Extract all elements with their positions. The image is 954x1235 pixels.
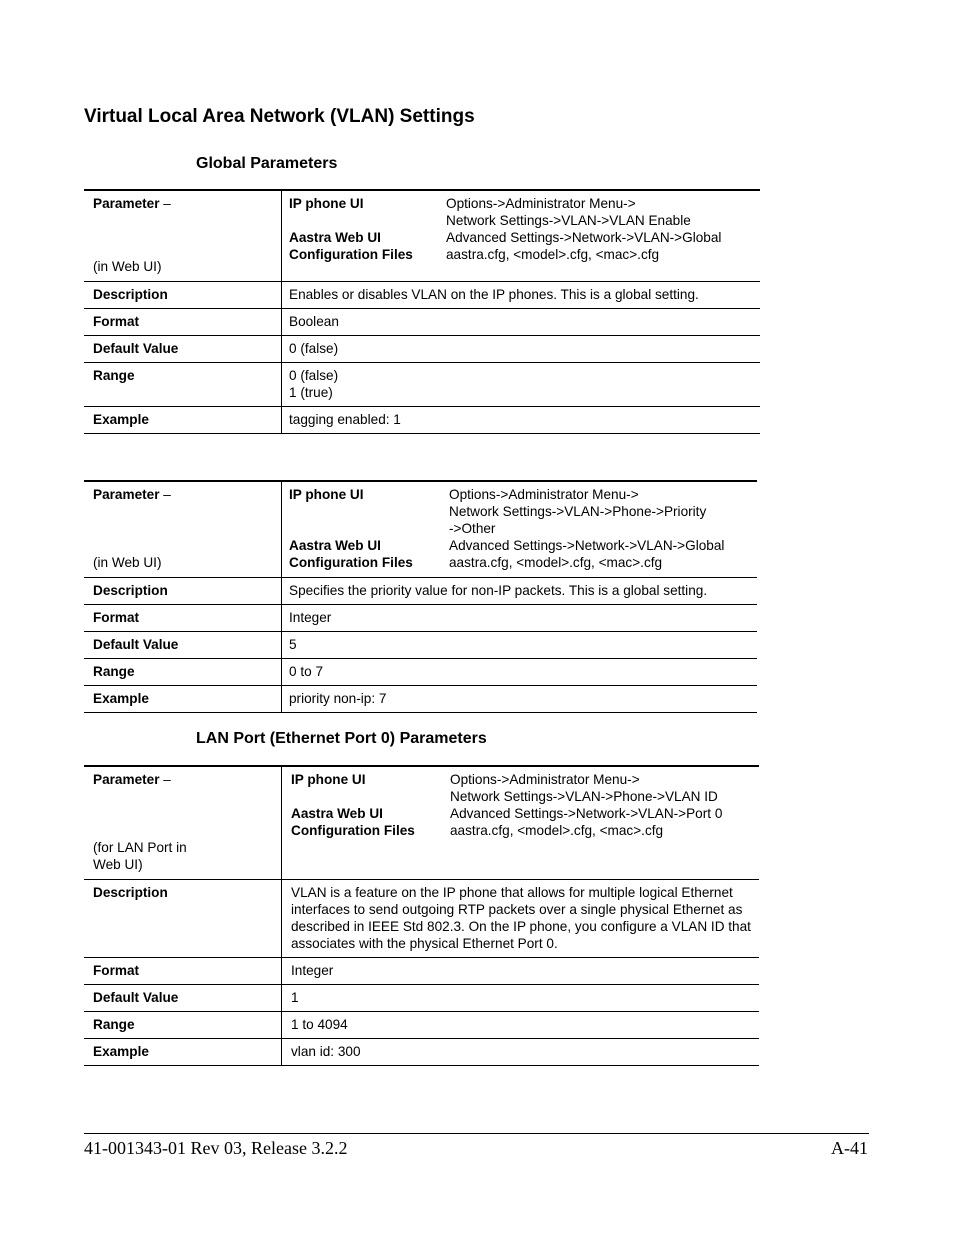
format-value: Integer — [282, 605, 758, 632]
table-row — [84, 481, 757, 578]
param-table-vlan-enable — [84, 189, 760, 434]
scope-note: (for LAN Port in Web UI) — [93, 840, 187, 872]
ip-phone-ui-path: Network Settings->VLAN->Phone->Priority — [449, 504, 707, 519]
table-row — [84, 1039, 759, 1066]
default-value-label: Default Value — [84, 632, 282, 659]
default-value-value: 5 — [282, 632, 758, 659]
format-value: Boolean — [282, 309, 761, 336]
example-value: tagging enabled: 1 — [282, 407, 761, 434]
range-label: Range — [84, 1012, 282, 1039]
parameter-label: Parameter — [93, 772, 160, 787]
table-row — [84, 766, 759, 880]
format-value: Integer — [282, 958, 760, 985]
aastra-web-ui-path: Advanced Settings->Network->VLAN->Global — [449, 538, 725, 553]
configuration-files-value: aastra.cfg, <model>.cfg, <mac>.cfg — [446, 247, 660, 262]
table-row — [84, 336, 760, 363]
description-label: Description — [84, 578, 282, 605]
aastra-web-ui-path: Advanced Settings->Network->VLAN->Global — [446, 230, 722, 245]
scope-note: (in Web UI) — [93, 555, 162, 570]
description-label: Description — [84, 880, 282, 958]
ip-phone-ui-label: IP phone UI — [289, 487, 364, 502]
table-row — [84, 309, 760, 336]
parameter-values-cell — [282, 190, 761, 282]
parameter-values-cell — [282, 766, 760, 880]
table-row — [84, 659, 757, 686]
aastra-web-ui-label: Aastra Web UI — [291, 806, 383, 821]
example-value: vlan id: 300 — [282, 1039, 760, 1066]
table-row — [84, 632, 757, 659]
description-value: VLAN is a feature on the IP phone that allows for multiple logical Ethernet interfaces to send outgoing RTP packets over a single physical Ethernet as described in IEEE Std 802.3. On the IP phone, you configure a VLAN ID that associates with the physical Ethernet Port 0. — [282, 880, 760, 958]
footer-divider — [84, 1133, 869, 1134]
table-row — [84, 880, 759, 958]
parameter-label: Parameter — [93, 487, 160, 502]
ip-phone-ui-path: Options->Administrator Menu-> — [449, 487, 639, 502]
scope-note: (in Web UI) — [93, 259, 162, 274]
example-label: Example — [84, 1039, 282, 1066]
example-label: Example — [84, 686, 282, 713]
configuration-files-label: Configuration Files — [289, 555, 413, 570]
table-row — [84, 605, 757, 632]
format-label: Format — [84, 958, 282, 985]
configuration-files-value: aastra.cfg, <model>.cfg, <mac>.cfg — [450, 823, 664, 838]
table-row — [84, 407, 760, 434]
parameter-cell: Parameter – (in Web UI) — [84, 481, 282, 578]
description-value: Enables or disables VLAN on the IP phones. This is a global setting. — [282, 282, 761, 309]
table-row — [84, 1012, 759, 1039]
configuration-files-label: Configuration Files — [289, 247, 413, 262]
ip-phone-ui-label: IP phone UI — [289, 196, 364, 211]
parameter-label: Parameter — [93, 196, 160, 211]
default-value-label: Default Value — [84, 336, 282, 363]
footer-page-number: A-41 — [831, 1138, 868, 1158]
footer-doc-id: 41-001343-01 Rev 03, Release 3.2.2 — [84, 1138, 348, 1158]
format-label: Format — [84, 309, 282, 336]
example-label: Example — [84, 407, 282, 434]
aastra-web-ui-label: Aastra Web UI — [289, 538, 381, 553]
ip-phone-ui-path: Network Settings->VLAN->Phone->VLAN ID — [450, 789, 718, 804]
range-value: 0 to 7 — [282, 659, 758, 686]
configuration-files-label: Configuration Files — [291, 823, 415, 838]
configuration-files-value: aastra.cfg, <model>.cfg, <mac>.cfg — [449, 555, 663, 570]
ip-phone-ui-path: ->Other — [449, 521, 496, 536]
table-row — [84, 686, 757, 713]
range-value: 0 (false) 1 (true) — [282, 363, 761, 407]
default-value-value: 1 — [282, 985, 760, 1012]
format-label: Format — [84, 605, 282, 632]
table-row — [84, 985, 759, 1012]
table-row — [84, 190, 760, 282]
ip-phone-ui-path: Options->Administrator Menu-> — [450, 772, 640, 787]
param-table-priority-other — [84, 480, 757, 713]
default-value-label: Default Value — [84, 985, 282, 1012]
ip-phone-ui-path: Options->Administrator Menu-> — [446, 196, 636, 211]
aastra-web-ui-path: Advanced Settings->Network->VLAN->Port 0 — [450, 806, 723, 821]
description-value: Specifies the priority value for non-IP packets. This is a global setting. — [282, 578, 758, 605]
table-row — [84, 958, 759, 985]
table-row — [84, 578, 757, 605]
default-value-value: 0 (false) — [282, 336, 761, 363]
range-label: Range — [84, 363, 282, 407]
description-label: Description — [84, 282, 282, 309]
section-heading-global: Global Parameters — [196, 155, 338, 172]
example-value: priority non-ip: 7 — [282, 686, 758, 713]
ip-phone-ui-path: Network Settings->VLAN->VLAN Enable — [446, 213, 691, 228]
ip-phone-ui-label: IP phone UI — [291, 772, 366, 787]
range-label: Range — [84, 659, 282, 686]
table-row — [84, 282, 760, 309]
parameter-cell: Parameter – (for LAN Port in Web UI) — [84, 766, 282, 880]
section-heading-lan-port: LAN Port (Ethernet Port 0) Parameters — [196, 730, 487, 747]
parameter-cell: Parameter – (in Web UI) — [84, 190, 282, 282]
page-title: Virtual Local Area Network (VLAN) Settings — [84, 106, 475, 127]
aastra-web-ui-label: Aastra Web UI — [289, 230, 381, 245]
range-value: 1 to 4094 — [282, 1012, 760, 1039]
param-table-vlan-id — [84, 765, 759, 1066]
parameter-values-cell — [282, 481, 758, 578]
table-row — [84, 363, 760, 407]
